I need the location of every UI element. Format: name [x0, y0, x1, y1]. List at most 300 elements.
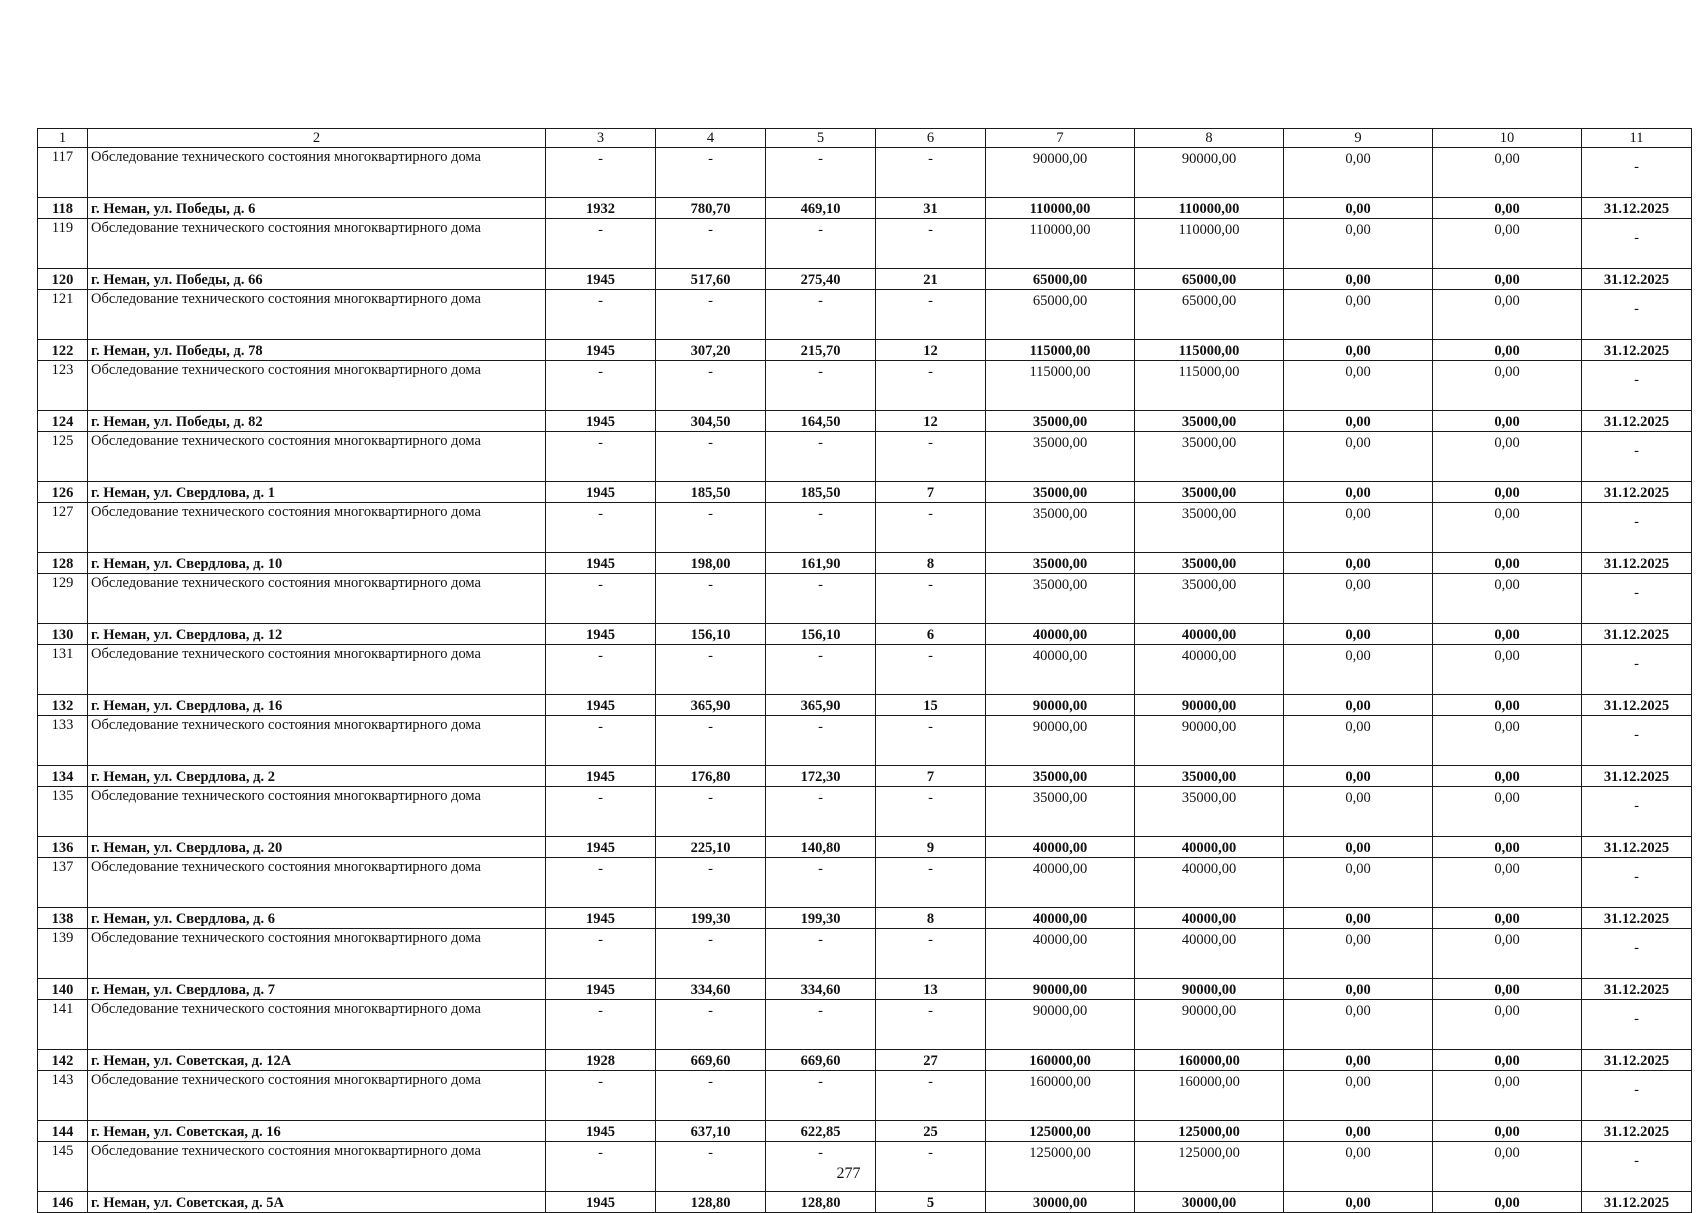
cell-description: г. Неман, ул. Свердлова, д. 10	[88, 553, 546, 574]
cell-description: Обследование технического состояния многоквартирного дома	[88, 716, 546, 766]
cell-row-number: 130	[38, 624, 88, 645]
cell-living-area: -	[766, 503, 876, 553]
cell-cost-fund: 90000,00	[1135, 979, 1284, 1000]
table-row-address	[38, 340, 1692, 361]
cell-description: Обследование технического состояния многоквартирного дома	[88, 1071, 546, 1121]
cell-cost-total: 160000,00	[986, 1050, 1135, 1071]
cell-cost-budget: 0,00	[1284, 553, 1433, 574]
cell-completion-date: -	[1582, 645, 1692, 695]
cell-completion-date: -	[1582, 1071, 1692, 1121]
cell-cost-owners: 0,00	[1433, 574, 1582, 624]
cell-description: Обследование технического состояния многоквартирного дома	[88, 148, 546, 198]
cell-year: -	[546, 645, 656, 695]
cell-cost-total: 125000,00	[986, 1142, 1135, 1192]
cell-residents: -	[876, 716, 986, 766]
cell-total-area: 517,60	[656, 269, 766, 290]
cell-description: Обследование технического состояния многоквартирного дома	[88, 290, 546, 340]
cell-cost-total: 35000,00	[986, 553, 1135, 574]
cell-description: Обследование технического состояния многоквартирного дома	[88, 361, 546, 411]
column-header: 5	[766, 129, 876, 148]
table-row-address	[38, 269, 1692, 290]
column-header: 10	[1433, 129, 1582, 148]
cell-total-area: 304,50	[656, 411, 766, 432]
cell-living-area: -	[766, 787, 876, 837]
cell-year: -	[546, 503, 656, 553]
cell-cost-owners: 0,00	[1433, 787, 1582, 837]
cell-cost-fund: 65000,00	[1135, 269, 1284, 290]
cell-cost-fund: 40000,00	[1135, 624, 1284, 645]
cell-year: -	[546, 290, 656, 340]
cell-year: -	[546, 716, 656, 766]
cell-completion-date: 31.12.2025	[1582, 269, 1692, 290]
cell-living-area: -	[766, 716, 876, 766]
cell-living-area: -	[766, 290, 876, 340]
cell-row-number: 137	[38, 858, 88, 908]
cell-cost-budget: 0,00	[1284, 1121, 1433, 1142]
table-row-work	[38, 361, 1692, 411]
cell-residents: 12	[876, 411, 986, 432]
cell-description: Обследование технического состояния многоквартирного дома	[88, 1000, 546, 1050]
cell-cost-budget: 0,00	[1284, 503, 1433, 553]
cell-living-area: -	[766, 1142, 876, 1192]
cell-residents: 6	[876, 624, 986, 645]
cell-cost-fund: 65000,00	[1135, 290, 1284, 340]
table-row-work	[38, 432, 1692, 482]
cell-cost-fund: 90000,00	[1135, 1000, 1284, 1050]
cell-cost-owners: 0,00	[1433, 1192, 1582, 1213]
cell-year: -	[546, 361, 656, 411]
cell-cost-budget: 0,00	[1284, 574, 1433, 624]
cell-description: Обследование технического состояния многоквартирного дома	[88, 929, 546, 979]
cell-year: 1945	[546, 553, 656, 574]
cell-cost-owners: 0,00	[1433, 148, 1582, 198]
cell-description: г. Неман, ул. Свердлова, д. 2	[88, 766, 546, 787]
cell-cost-fund: 40000,00	[1135, 858, 1284, 908]
cell-cost-budget: 0,00	[1284, 695, 1433, 716]
cell-row-number: 126	[38, 482, 88, 503]
cell-year: -	[546, 929, 656, 979]
cell-description: г. Неман, ул. Победы, д. 78	[88, 340, 546, 361]
cell-residents: -	[876, 574, 986, 624]
cell-cost-budget: 0,00	[1284, 361, 1433, 411]
cell-cost-budget: 0,00	[1284, 340, 1433, 361]
cell-row-number: 145	[38, 1142, 88, 1192]
cell-cost-budget: 0,00	[1284, 766, 1433, 787]
cell-residents: 5	[876, 1192, 986, 1213]
cell-description: г. Неман, ул. Свердлова, д. 1	[88, 482, 546, 503]
cell-residents: 15	[876, 695, 986, 716]
cell-living-area: 172,30	[766, 766, 876, 787]
cell-cost-owners: 0,00	[1433, 198, 1582, 219]
cell-year: 1945	[546, 340, 656, 361]
cell-total-area: -	[656, 361, 766, 411]
cell-cost-total: 90000,00	[986, 148, 1135, 198]
cell-total-area: -	[656, 716, 766, 766]
cell-living-area: 365,90	[766, 695, 876, 716]
cell-year: -	[546, 858, 656, 908]
cell-total-area: 334,60	[656, 979, 766, 1000]
cell-description: г. Неман, ул. Свердлова, д. 6	[88, 908, 546, 929]
cell-completion-date: 31.12.2025	[1582, 908, 1692, 929]
cell-description: г. Неман, ул. Свердлова, д. 20	[88, 837, 546, 858]
cell-cost-budget: 0,00	[1284, 411, 1433, 432]
cell-year: -	[546, 432, 656, 482]
cell-cost-total: 90000,00	[986, 695, 1135, 716]
cell-description: Обследование технического состояния многоквартирного дома	[88, 1142, 546, 1192]
cell-cost-owners: 0,00	[1433, 269, 1582, 290]
cell-cost-total: 40000,00	[986, 624, 1135, 645]
cell-description: Обследование технического состояния многоквартирного дома	[88, 503, 546, 553]
cell-cost-owners: 0,00	[1433, 340, 1582, 361]
column-header: 6	[876, 129, 986, 148]
cell-year: 1945	[546, 837, 656, 858]
cell-cost-fund: 110000,00	[1135, 198, 1284, 219]
cell-year: 1945	[546, 482, 656, 503]
cell-residents: 12	[876, 340, 986, 361]
cell-completion-date: 31.12.2025	[1582, 340, 1692, 361]
cell-cost-fund: 35000,00	[1135, 482, 1284, 503]
table-row-work	[38, 1071, 1692, 1121]
cell-cost-total: 30000,00	[986, 1192, 1135, 1213]
cell-cost-total: 35000,00	[986, 411, 1135, 432]
cell-total-area: 128,80	[656, 1192, 766, 1213]
cell-cost-owners: 0,00	[1433, 219, 1582, 269]
cell-row-number: 121	[38, 290, 88, 340]
cell-cost-owners: 0,00	[1433, 1000, 1582, 1050]
cell-total-area: 365,90	[656, 695, 766, 716]
cell-residents: -	[876, 290, 986, 340]
cell-residents: 9	[876, 837, 986, 858]
cell-row-number: 131	[38, 645, 88, 695]
cell-living-area: -	[766, 361, 876, 411]
cell-residents: 8	[876, 553, 986, 574]
column-number-row	[38, 129, 1692, 148]
cell-cost-total: 65000,00	[986, 290, 1135, 340]
cell-description: г. Неман, ул. Победы, д. 66	[88, 269, 546, 290]
cell-completion-date: -	[1582, 787, 1692, 837]
cell-year: 1945	[546, 766, 656, 787]
cell-cost-owners: 0,00	[1433, 624, 1582, 645]
cell-cost-budget: 0,00	[1284, 858, 1433, 908]
cell-cost-budget: 0,00	[1284, 432, 1433, 482]
table-row-work	[38, 219, 1692, 269]
cell-total-area: 176,80	[656, 766, 766, 787]
cell-living-area: 199,30	[766, 908, 876, 929]
cell-cost-total: 40000,00	[986, 858, 1135, 908]
cell-cost-owners: 0,00	[1433, 645, 1582, 695]
cell-living-area: -	[766, 219, 876, 269]
cell-residents: -	[876, 503, 986, 553]
cell-living-area: -	[766, 929, 876, 979]
cell-living-area: 622,85	[766, 1121, 876, 1142]
cell-description: г. Неман, ул. Советская, д. 5А	[88, 1192, 546, 1213]
cell-row-number: 132	[38, 695, 88, 716]
cell-cost-total: 40000,00	[986, 645, 1135, 695]
cell-completion-date: -	[1582, 1142, 1692, 1192]
cell-year: 1945	[546, 1121, 656, 1142]
cell-living-area: -	[766, 574, 876, 624]
cell-completion-date: -	[1582, 503, 1692, 553]
cell-cost-total: 35000,00	[986, 482, 1135, 503]
cell-residents: 13	[876, 979, 986, 1000]
cell-completion-date: 31.12.2025	[1582, 411, 1692, 432]
cell-total-area: -	[656, 1071, 766, 1121]
column-header: 1	[38, 129, 88, 148]
table-row-work	[38, 787, 1692, 837]
cell-completion-date: -	[1582, 858, 1692, 908]
cell-total-area: -	[656, 929, 766, 979]
table-row-address	[38, 624, 1692, 645]
cell-cost-total: 35000,00	[986, 574, 1135, 624]
cell-residents: -	[876, 148, 986, 198]
cell-row-number: 119	[38, 219, 88, 269]
cell-residents: 7	[876, 766, 986, 787]
cell-cost-budget: 0,00	[1284, 148, 1433, 198]
cell-residents: -	[876, 432, 986, 482]
cell-cost-fund: 90000,00	[1135, 148, 1284, 198]
cell-cost-total: 110000,00	[986, 219, 1135, 269]
cell-year: 1932	[546, 198, 656, 219]
cell-row-number: 133	[38, 716, 88, 766]
cell-cost-fund: 40000,00	[1135, 908, 1284, 929]
cell-description: г. Неман, ул. Свердлова, д. 16	[88, 695, 546, 716]
cell-cost-fund: 35000,00	[1135, 766, 1284, 787]
cell-description: Обследование технического состояния многоквартирного дома	[88, 574, 546, 624]
cell-cost-budget: 0,00	[1284, 1000, 1433, 1050]
cell-description: г. Неман, ул. Свердлова, д. 12	[88, 624, 546, 645]
cell-completion-date: -	[1582, 219, 1692, 269]
cell-completion-date: 31.12.2025	[1582, 624, 1692, 645]
cell-description: г. Неман, ул. Советская, д. 16	[88, 1121, 546, 1142]
cell-row-number: 134	[38, 766, 88, 787]
cell-cost-budget: 0,00	[1284, 645, 1433, 695]
cell-completion-date: -	[1582, 432, 1692, 482]
cell-row-number: 117	[38, 148, 88, 198]
table-row-address	[38, 766, 1692, 787]
cell-completion-date: -	[1582, 929, 1692, 979]
table-row-address	[38, 553, 1692, 574]
cell-cost-fund: 90000,00	[1135, 695, 1284, 716]
cell-completion-date: 31.12.2025	[1582, 1192, 1692, 1213]
cell-living-area: -	[766, 1071, 876, 1121]
cell-residents: -	[876, 1000, 986, 1050]
cell-row-number: 124	[38, 411, 88, 432]
table-row-work	[38, 503, 1692, 553]
cell-cost-fund: 115000,00	[1135, 340, 1284, 361]
cell-row-number: 128	[38, 553, 88, 574]
cell-description: г. Неман, ул. Победы, д. 6	[88, 198, 546, 219]
cell-cost-owners: 0,00	[1433, 432, 1582, 482]
table-row-work	[38, 148, 1692, 198]
cell-total-area: -	[656, 787, 766, 837]
cell-cost-owners: 0,00	[1433, 1142, 1582, 1192]
cell-cost-total: 115000,00	[986, 340, 1135, 361]
cell-cost-budget: 0,00	[1284, 929, 1433, 979]
cell-total-area: 780,70	[656, 198, 766, 219]
cell-cost-fund: 35000,00	[1135, 432, 1284, 482]
cell-cost-fund: 35000,00	[1135, 503, 1284, 553]
column-header: 11	[1582, 129, 1692, 148]
cell-total-area: -	[656, 290, 766, 340]
cell-total-area: -	[656, 574, 766, 624]
cell-completion-date: 31.12.2025	[1582, 766, 1692, 787]
cell-cost-owners: 0,00	[1433, 503, 1582, 553]
table-body	[38, 129, 1692, 1213]
cell-year: -	[546, 1000, 656, 1050]
cell-residents: 31	[876, 198, 986, 219]
cell-total-area: 669,60	[656, 1050, 766, 1071]
cell-completion-date: -	[1582, 290, 1692, 340]
cell-completion-date: 31.12.2025	[1582, 837, 1692, 858]
cell-cost-total: 160000,00	[986, 1071, 1135, 1121]
cell-residents: -	[876, 1142, 986, 1192]
cell-total-area: -	[656, 1000, 766, 1050]
cell-cost-total: 110000,00	[986, 198, 1135, 219]
cell-living-area: 275,40	[766, 269, 876, 290]
cell-cost-budget: 0,00	[1284, 979, 1433, 1000]
cell-description: Обследование технического состояния многоквартирного дома	[88, 858, 546, 908]
cell-year: 1945	[546, 979, 656, 1000]
cell-cost-owners: 0,00	[1433, 1071, 1582, 1121]
cell-cost-budget: 0,00	[1284, 482, 1433, 503]
cell-cost-fund: 115000,00	[1135, 361, 1284, 411]
table-row-address	[38, 1192, 1692, 1213]
table-row-work	[38, 574, 1692, 624]
cell-cost-total: 35000,00	[986, 787, 1135, 837]
table-row-work	[38, 645, 1692, 695]
column-header: 3	[546, 129, 656, 148]
cell-cost-budget: 0,00	[1284, 1192, 1433, 1213]
cell-cost-budget: 0,00	[1284, 1142, 1433, 1192]
cell-completion-date: 31.12.2025	[1582, 482, 1692, 503]
table-row-address	[38, 198, 1692, 219]
cell-completion-date: 31.12.2025	[1582, 1121, 1692, 1142]
cell-living-area: 164,50	[766, 411, 876, 432]
cell-residents: -	[876, 361, 986, 411]
cell-cost-fund: 35000,00	[1135, 411, 1284, 432]
cell-living-area: 215,70	[766, 340, 876, 361]
cell-description: г. Неман, ул. Победы, д. 82	[88, 411, 546, 432]
cell-living-area: 669,60	[766, 1050, 876, 1071]
cell-year: 1945	[546, 269, 656, 290]
cell-cost-total: 35000,00	[986, 432, 1135, 482]
cell-cost-owners: 0,00	[1433, 695, 1582, 716]
cell-cost-fund: 40000,00	[1135, 645, 1284, 695]
cell-completion-date: -	[1582, 716, 1692, 766]
cell-row-number: 142	[38, 1050, 88, 1071]
table-row-address	[38, 979, 1692, 1000]
cell-cost-total: 35000,00	[986, 503, 1135, 553]
cell-cost-owners: 0,00	[1433, 553, 1582, 574]
table-row-address	[38, 837, 1692, 858]
cell-residents: -	[876, 645, 986, 695]
cell-living-area: 156,10	[766, 624, 876, 645]
column-header: 4	[656, 129, 766, 148]
cell-year: 1928	[546, 1050, 656, 1071]
cell-year: -	[546, 574, 656, 624]
cell-cost-budget: 0,00	[1284, 1071, 1433, 1121]
cell-cost-owners: 0,00	[1433, 482, 1582, 503]
cell-residents: 25	[876, 1121, 986, 1142]
cell-row-number: 120	[38, 269, 88, 290]
cell-residents: -	[876, 219, 986, 269]
cell-cost-owners: 0,00	[1433, 361, 1582, 411]
cell-residents: -	[876, 858, 986, 908]
cell-cost-fund: 35000,00	[1135, 787, 1284, 837]
cell-completion-date: -	[1582, 148, 1692, 198]
cell-cost-total: 40000,00	[986, 908, 1135, 929]
cell-row-number: 139	[38, 929, 88, 979]
cell-cost-owners: 0,00	[1433, 837, 1582, 858]
cell-cost-owners: 0,00	[1433, 929, 1582, 979]
cell-residents: -	[876, 787, 986, 837]
cell-description: Обследование технического состояния многоквартирного дома	[88, 787, 546, 837]
cell-cost-fund: 160000,00	[1135, 1050, 1284, 1071]
table-row-work	[38, 858, 1692, 908]
cell-cost-budget: 0,00	[1284, 624, 1433, 645]
cell-row-number: 122	[38, 340, 88, 361]
cell-total-area: -	[656, 148, 766, 198]
cell-row-number: 129	[38, 574, 88, 624]
cell-total-area: 199,30	[656, 908, 766, 929]
cell-row-number: 140	[38, 979, 88, 1000]
cell-completion-date: -	[1582, 361, 1692, 411]
cell-description: Обследование технического состояния многоквартирного дома	[88, 432, 546, 482]
cell-cost-budget: 0,00	[1284, 290, 1433, 340]
cell-living-area: -	[766, 645, 876, 695]
table-row-work	[38, 1000, 1692, 1050]
table-row-address	[38, 1050, 1692, 1071]
cell-total-area: 225,10	[656, 837, 766, 858]
cell-row-number: 143	[38, 1071, 88, 1121]
cell-cost-total: 90000,00	[986, 716, 1135, 766]
cell-living-area: -	[766, 1000, 876, 1050]
cell-row-number: 141	[38, 1000, 88, 1050]
column-header: 9	[1284, 129, 1433, 148]
cell-living-area: 469,10	[766, 198, 876, 219]
cell-residents: 8	[876, 908, 986, 929]
cell-row-number: 136	[38, 837, 88, 858]
cell-row-number: 123	[38, 361, 88, 411]
cell-residents: -	[876, 1071, 986, 1121]
cell-row-number: 144	[38, 1121, 88, 1142]
cell-row-number: 138	[38, 908, 88, 929]
cell-cost-fund: 35000,00	[1135, 553, 1284, 574]
cell-cost-owners: 0,00	[1433, 716, 1582, 766]
cell-cost-owners: 0,00	[1433, 1121, 1582, 1142]
cell-total-area: 198,00	[656, 553, 766, 574]
cell-cost-total: 125000,00	[986, 1121, 1135, 1142]
cell-living-area: 185,50	[766, 482, 876, 503]
cell-cost-budget: 0,00	[1284, 269, 1433, 290]
cell-cost-fund: 35000,00	[1135, 574, 1284, 624]
cell-total-area: -	[656, 645, 766, 695]
cell-living-area: -	[766, 858, 876, 908]
cell-completion-date: 31.12.2025	[1582, 1050, 1692, 1071]
cell-completion-date: 31.12.2025	[1582, 979, 1692, 1000]
cell-cost-total: 90000,00	[986, 1000, 1135, 1050]
cell-residents: 21	[876, 269, 986, 290]
cell-total-area: 637,10	[656, 1121, 766, 1142]
cell-cost-budget: 0,00	[1284, 198, 1433, 219]
cell-row-number: 125	[38, 432, 88, 482]
cell-cost-fund: 125000,00	[1135, 1142, 1284, 1192]
column-header: 8	[1135, 129, 1284, 148]
cell-cost-fund: 30000,00	[1135, 1192, 1284, 1213]
cell-cost-fund: 160000,00	[1135, 1071, 1284, 1121]
table-row-work	[38, 290, 1692, 340]
cell-description: г. Неман, ул. Свердлова, д. 7	[88, 979, 546, 1000]
